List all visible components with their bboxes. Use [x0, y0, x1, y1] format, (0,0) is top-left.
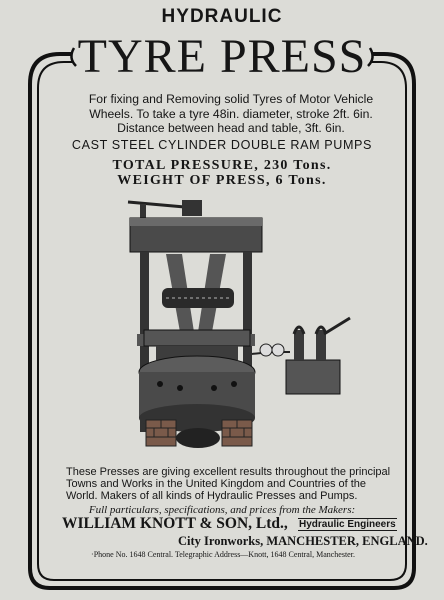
- intro-line: Distance between head and table, 3ft. 6in.: [117, 121, 345, 135]
- pump-subhead: CAST STEEL CYLINDER DOUBLE RAM PUMPS: [71, 138, 373, 152]
- description-line: Towns and Works in the United Kingdom and Countries of the: [66, 478, 367, 490]
- press-weight: WEIGHT OF PRESS, 6 Tons.: [117, 173, 327, 188]
- intro-text: [66, 92, 396, 136]
- description-line: World. Makers of all kinds of Hydraulic Presses and Pumps.: [66, 490, 358, 502]
- maker-role: Hydraulic Engineers: [299, 519, 396, 530]
- maker-name: WILLIAM KNOTT & SON, Ltd.,: [62, 515, 288, 532]
- maker-address: City Ironworks, MANCHESTER, ENGLAND.: [178, 534, 428, 548]
- tyre-press-illustration: [110, 194, 360, 464]
- description-line: These Presses are giving excellent results throughout the principal: [66, 466, 391, 478]
- description-text: [66, 466, 406, 502]
- advert-title: TYRE PRESS: [77, 30, 367, 83]
- kicker-heading: HYDRAULIC: [161, 6, 283, 27]
- intro-line: Wheels. To take a tyre 48in. diameter, stroke 2ft. 6in.: [89, 106, 373, 121]
- particulars-line: Full particulars, specifications, and prices from the Makers:: [88, 504, 356, 516]
- phone-line: ·Phone No. 1648 Central. Telegraphic Address—Knott, 1648 Central, Manchester.: [91, 550, 355, 559]
- intro-line: For fixing and Removing solid Tyres of Motor Vehicle: [88, 92, 374, 106]
- total-pressure: TOTAL PRESSURE, 230 Tons.: [112, 158, 332, 173]
